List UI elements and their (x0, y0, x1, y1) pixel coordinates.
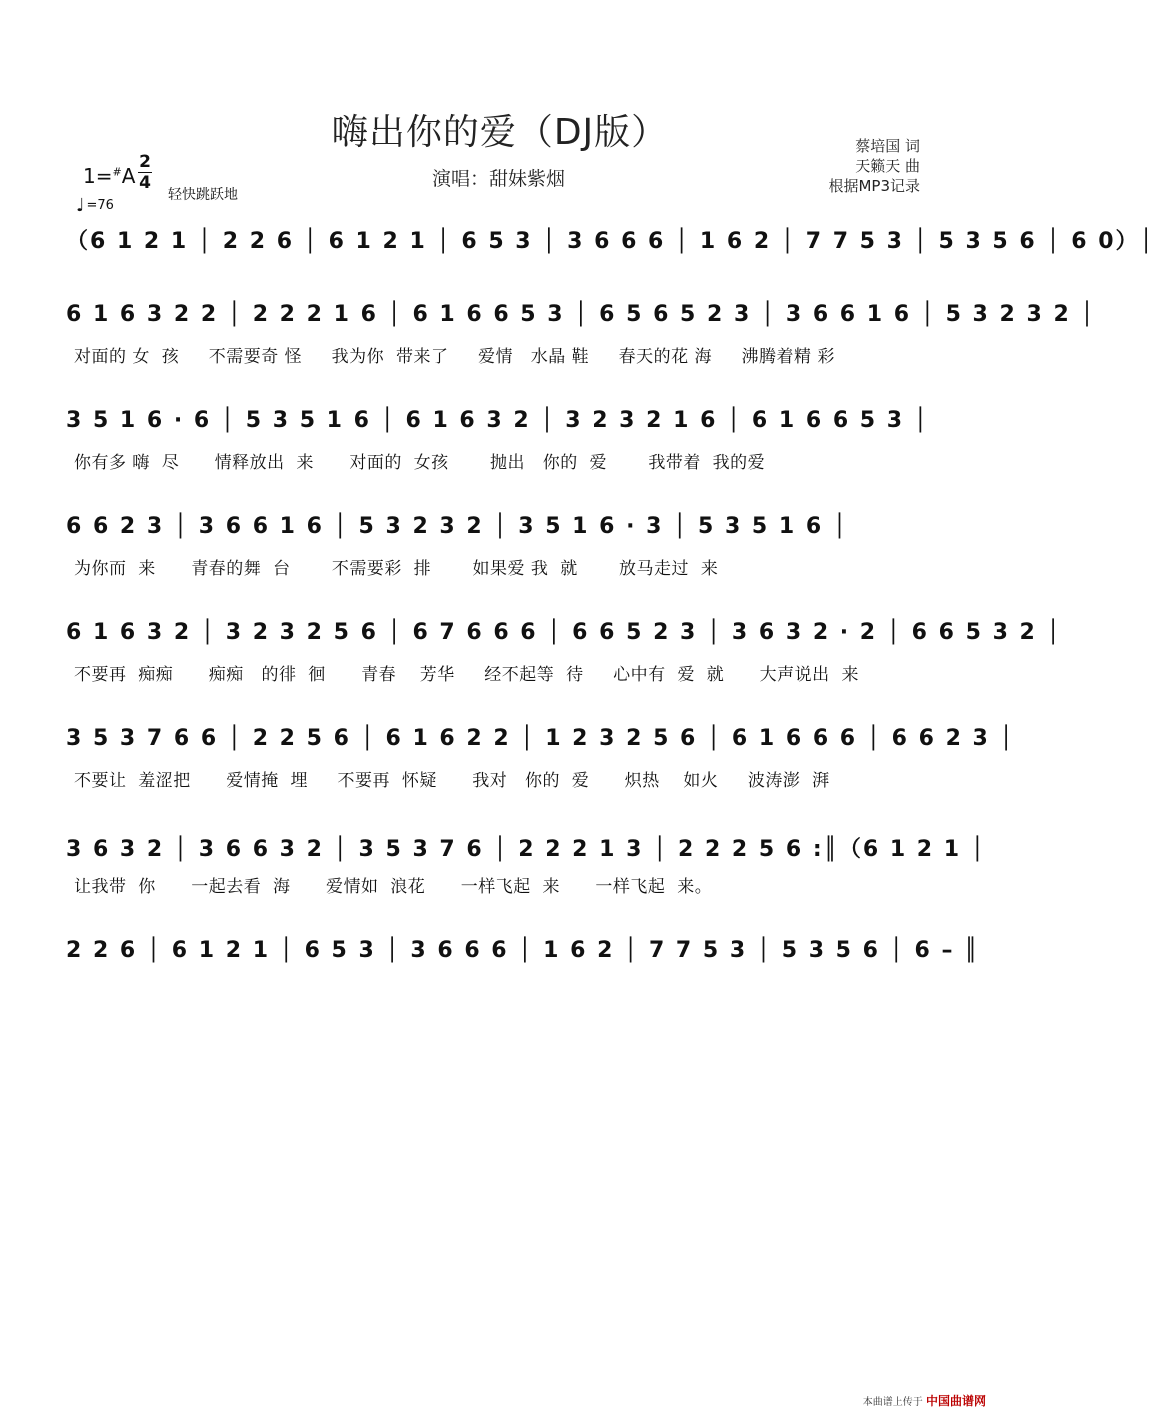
singer: 演唱：甜妹紫烟 (432, 168, 566, 190)
upload-footer (863, 1392, 986, 1409)
lyrics-line-6: 不要让 羞涩把 爱情掩 埋 不要再 怀疑 我对 你的 爱 炽热 如火 波涛澎 湃 (74, 771, 830, 791)
tempo-value: =76 (86, 198, 114, 213)
performance-style: 轻快跳跃地 (168, 187, 238, 203)
site-logo[interactable]: 中国曲谱网 (925, 1394, 986, 1408)
key-signature (83, 164, 135, 188)
tempo-mark (76, 195, 114, 216)
time-denominator: 4 (139, 173, 151, 193)
lyrics-line-4: 为你而 来 青春的舞 台 不需要彩 排 如果爱 我 就 放马走过 来 (74, 559, 719, 579)
score-line-4: 6 6 2 3 │ 3 6 6 1 6 │ 5 3 2 3 2 │ 3 5 1 6 · 3 │ 5 3 5 1 6 │ (66, 514, 849, 539)
key-prefix: 1= (83, 164, 113, 188)
transcription-note: 根据MP3记录 (828, 177, 920, 195)
upload-label: 本曲谱上传于 (862, 1397, 923, 1408)
composer: 天籁天 曲 (855, 157, 920, 175)
key-letter: A (121, 164, 136, 188)
score-line-2: 6 1 6 3 2 2 │ 2 2 2 1 6 │ 6 1 6 6 5 3 │ 6 5 6 5 2 3 │ 3 6 6 1 6 │ 5 3 2 3 2 │ (66, 302, 1096, 327)
quarter-note-icon: ♩ (76, 195, 85, 216)
score-line-7: 3 6 3 2 │ 3 6 6 3 2 │ 3 5 3 7 6 │ 2 2 2 1 3 │ 2 2 2 5 6 :║（6 1 2 1 │ (66, 837, 986, 862)
lyrics-line-2: 对面的 女 孩 不需要奇 怪 我为你 带来了 爱情 水晶 鞋 春天的花 海 沸腾着精 彩 (74, 347, 835, 367)
lyrics-line-5: 不要再 痴痴 痴痴 的徘 徊 青春 芳华 经不起等 待 心中有 爱 就 大声说出 来 (74, 665, 859, 685)
score-title: 嗨出你的爱（DJ版） (331, 112, 669, 153)
score-line-1: （6 1 2 1 │ 2 2 6 │ 6 1 2 1 │ 6 5 3 │ 3 6 6 6 │ 1 6 2 │ 7 7 5 3 │ 5 3 5 6 │ 6 0）│ (66, 229, 1155, 254)
sharp-sign: # (112, 165, 122, 179)
time-signature (137, 152, 153, 193)
lyricist: 蔡培国 词 (855, 137, 920, 155)
score-line-3: 3 5 1 6 · 6 │ 5 3 5 1 6 │ 6 1 6 3 2 │ 3 2 3 2 1 6 │ 6 1 6 6 5 3 │ (66, 408, 929, 433)
time-numerator: 2 (139, 152, 151, 172)
lyrics-line-7: 让我带 你 一起去看 海 爱情如 浪花 一样飞起 来 一样飞起 来。 (74, 877, 713, 897)
score-line-5: 6 1 6 3 2 │ 3 2 3 2 5 6 │ 6 7 6 6 6 │ 6 6 5 2 3 │ 3 6 3 2 · 2 │ 6 6 5 3 2 │ (66, 620, 1062, 645)
score-line-8: 2 2 6 │ 6 1 2 1 │ 6 5 3 │ 3 6 6 6 │ 1 6 2 │ 7 7 5 3 │ 5 3 5 6 │ 6 – ║ (66, 938, 980, 963)
credits (828, 136, 920, 196)
score-line-6: 3 5 3 7 6 6 │ 2 2 5 6 │ 6 1 6 2 2 │ 1 2 3 2 5 6 │ 6 1 6 6 6 │ 6 6 2 3 │ (66, 726, 1015, 751)
lyrics-line-3: 你有多 嗨 尽 情释放出 来 对面的 女孩 抛出 你的 爱 我带着 我的爱 (74, 453, 766, 473)
